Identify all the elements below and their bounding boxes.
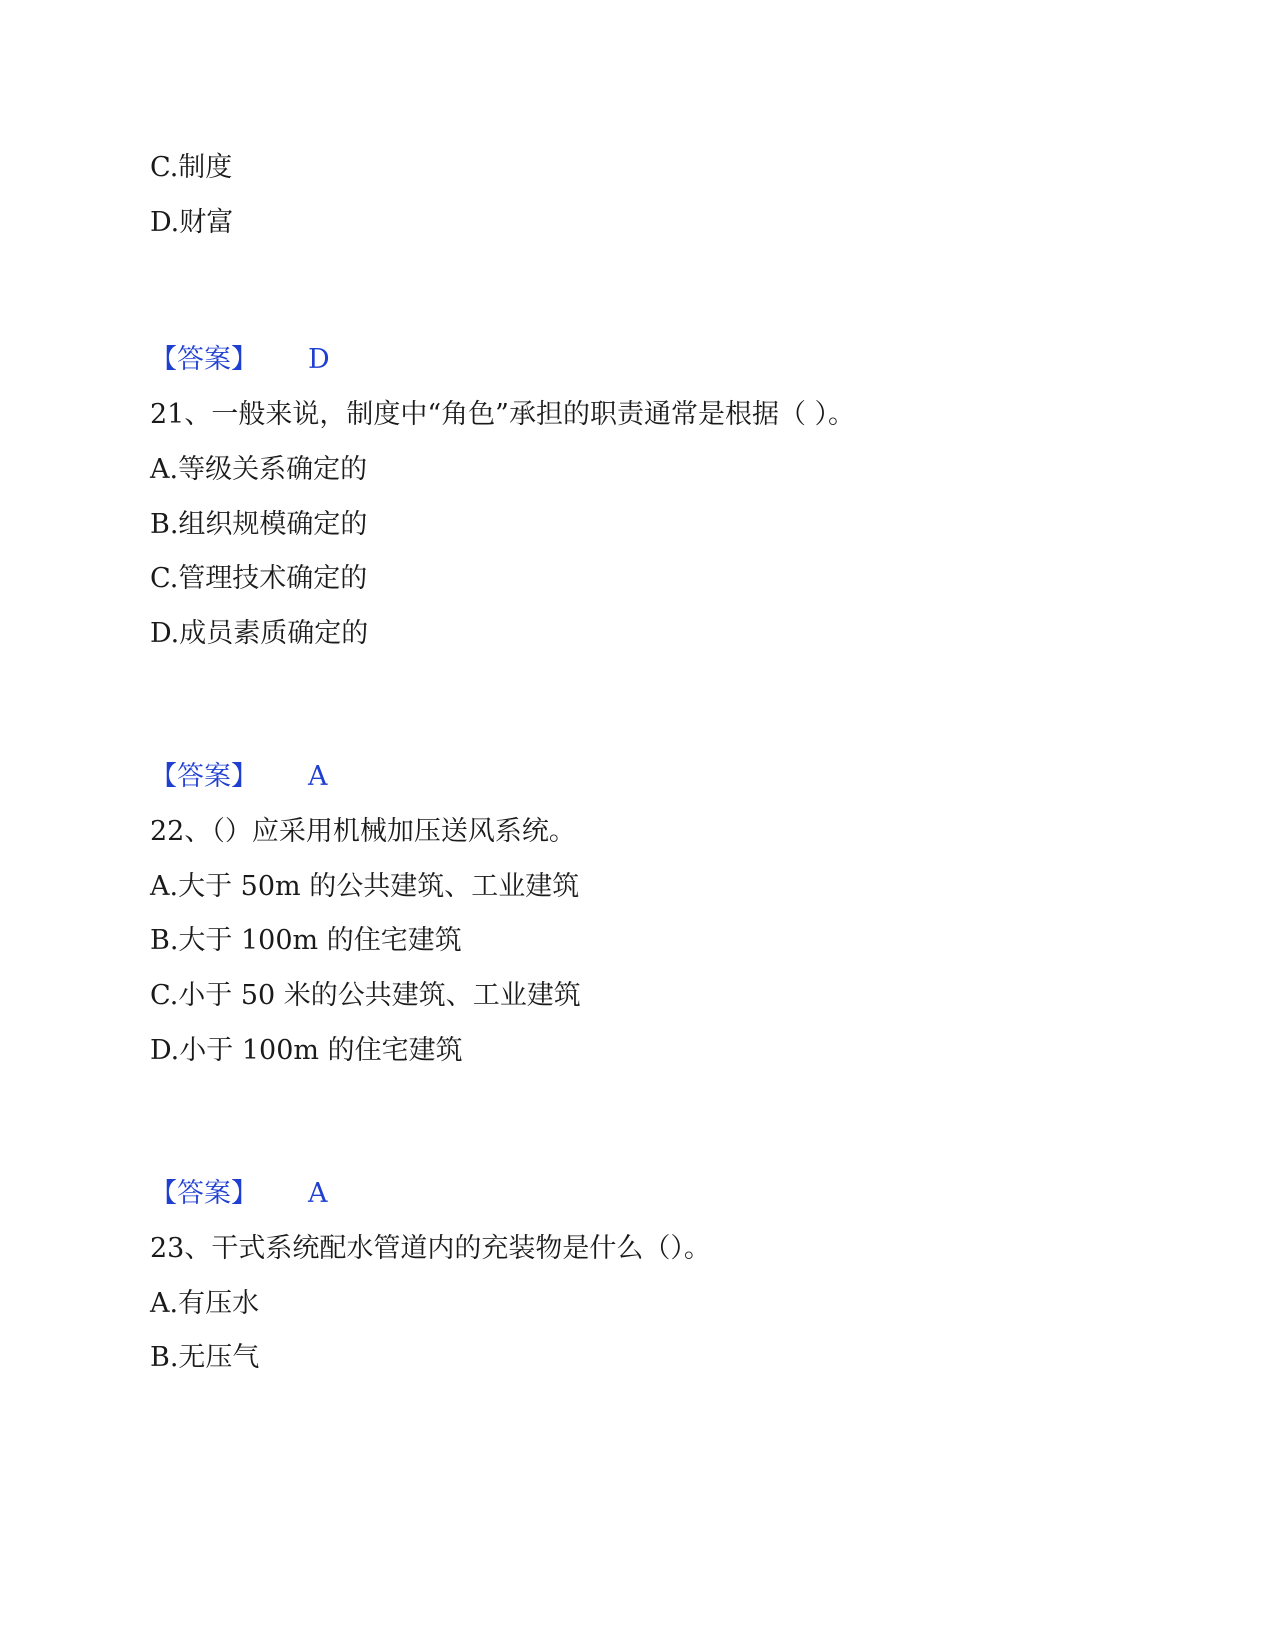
answer-label: 【答案】	[150, 344, 258, 375]
q22-answer-row	[150, 1177, 328, 1211]
q22-option-a: A.大于 50m 的公共建筑、工业建筑	[150, 871, 580, 902]
answer-value: D	[308, 344, 330, 375]
q21-option-c: C.管理技术确定的	[150, 563, 368, 594]
question-21-stem: 21、一般来说，制度中“角色”承担的职责通常是根据（ ）。	[150, 399, 856, 430]
q22-option-c: C.小于 50 米的公共建筑、工业建筑	[150, 980, 581, 1011]
q21-option-a: A.等级关系确定的	[150, 454, 368, 485]
q23-option-b: B.无压气	[150, 1342, 260, 1373]
option-c: C.制度	[150, 152, 233, 183]
q22-option-d: D.小于 100m 的住宅建筑	[150, 1035, 463, 1066]
q21-option-b: B.组织规模确定的	[150, 509, 368, 540]
answer-label: 【答案】	[150, 761, 258, 792]
answer-value: A	[308, 1178, 328, 1209]
answer-label: 【答案】	[150, 1178, 258, 1209]
q21-answer-row	[150, 760, 328, 794]
option-d: D.财富	[150, 207, 234, 238]
answer-row	[150, 343, 330, 377]
answer-value: A	[308, 761, 328, 792]
q21-option-d: D.成员素质确定的	[150, 618, 369, 649]
q23-option-a: A.有压水	[150, 1288, 260, 1319]
q22-option-b: B.大于 100m 的住宅建筑	[150, 925, 462, 956]
question-23-stem: 23、干式系统配水管道内的充装物是什么（）。	[150, 1233, 711, 1264]
question-22-stem: 22、（）应采用机械加压送风系统。	[150, 816, 576, 847]
